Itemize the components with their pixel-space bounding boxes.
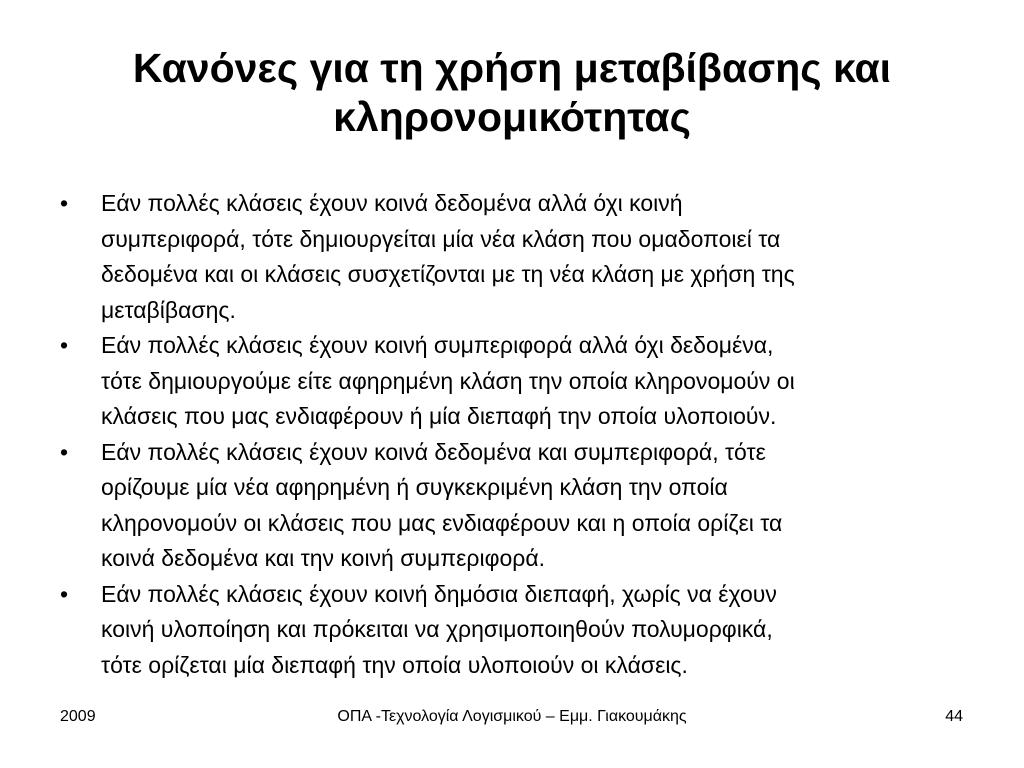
bullet-marker: • (60, 332, 69, 358)
bullet-text-line: Εάν πολλές κλάσεις έχουν κοινή συμπεριφορά αλλά όχι δεδομένα, (101, 332, 774, 358)
bullet-text-line: Εάν πολλές κλάσεις έχουν κοινά δεδομένα αλλά όχι κοινή (101, 190, 683, 216)
bullet-text-line: τότε ορίζεται μία διεπαφή την οποία υλοποιούν οι κλάσεις. (101, 651, 688, 678)
bullet-item (60, 328, 960, 435)
bullet-text-line: δεδομένα και οι κλάσεις συσχετίζονται με τη νέα κλάση με χρήση της (101, 261, 795, 287)
bullet-text-line: κληρονομούν οι κλάσεις που μας ενδιαφέρουν και η οποία ορίζει τα (101, 509, 783, 536)
bullet-text-line: κοινή υλοποίηση και πρόκειται να χρησιμοποιηθούν πολυμορφικά, (101, 616, 773, 642)
bullet-text-line: μεταβίβασης. (101, 296, 236, 323)
bullet-marker: • (60, 580, 69, 607)
bullet-item (60, 435, 960, 577)
footer-year: 2009 (60, 708, 96, 725)
bullet-text-line: κοινά δεδομένα και την κοινή συμπεριφορά. (101, 545, 546, 571)
bullet-item (60, 186, 960, 328)
bullet-item (60, 577, 960, 684)
bullet-text-line: τότε δημιουργούμε είτε αφηρημένη κλάση την οποία κληρονομούν οι (101, 367, 795, 394)
bullet-text-line: Εάν πολλές κλάσεις έχουν κοινή δημόσια διεπαφή, χωρίς να έχουν (101, 580, 777, 607)
bullet-text-line: ορίζουμε μία νέα αφηρημένη ή συγκεκριμένη κλάση την οποία (101, 474, 728, 500)
bullet-text-line: κλάσεις που μας ενδιαφέρουν ή μία διεπαφή την οποία υλοποιούν. (101, 403, 777, 429)
footer-page-number: 44 (945, 708, 963, 725)
footer-course: ΟΠΑ -Τεχνολογία Λογισμικού – Εμμ. Γιακουμάκης (337, 708, 687, 725)
slide-title (60, 44, 964, 142)
bullet-list (60, 186, 960, 683)
bullet-text-line: συμπεριφορά, τότε δημιουργείται μία νέα κλάση που ομαδοποιεί τα (101, 225, 781, 252)
bullet-text-line: Εάν πολλές κλάσεις έχουν κοινά δεδομένα και συμπεριφορά, τότε (101, 438, 766, 465)
slide-title-line: κληρονομικότητας (333, 94, 691, 140)
bullet-marker: • (60, 190, 69, 216)
slide-title-line: Κανόνες για τη χρήση μεταβίβασης και (132, 45, 892, 91)
bullet-marker: • (60, 438, 69, 465)
